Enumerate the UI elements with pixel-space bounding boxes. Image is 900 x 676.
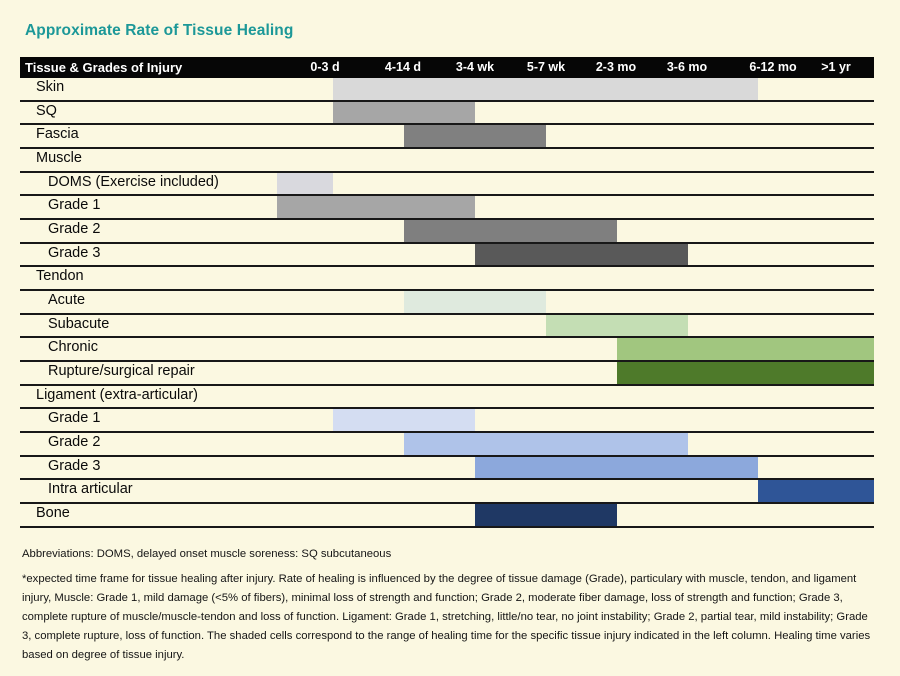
table-row: [20, 362, 874, 386]
table-body: [20, 78, 874, 528]
table-row: [20, 125, 874, 149]
column-header: >1 yr: [821, 60, 851, 74]
table-row: [20, 457, 874, 481]
row-label: Bone: [36, 505, 70, 522]
healing-range-bar: [277, 173, 333, 195]
abbreviations-note: Abbreviations: DOMS, delayed onset muscle soreness: SQ subcutaneous: [22, 548, 392, 560]
row-label: Rupture/surgical repair: [48, 363, 195, 380]
column-header: 3-6 mo: [666, 60, 708, 74]
healing-range-bar: [404, 125, 546, 147]
healing-range-bar: [404, 433, 688, 455]
table-row: [20, 173, 874, 197]
row-label: Grade 2: [48, 221, 101, 238]
row-label: Grade 3: [48, 457, 101, 474]
healing-range-bar: [277, 196, 475, 218]
healing-range-bar: [475, 244, 688, 266]
healing-range-bar: [404, 220, 617, 242]
table-row: [20, 315, 874, 339]
row-label: Muscle: [36, 150, 82, 167]
table-row: [20, 267, 874, 291]
table-row: [20, 196, 874, 220]
column-header: 0-3 d: [310, 60, 340, 74]
row-label: Acute: [48, 292, 86, 309]
healing-range-bar: [617, 338, 874, 360]
table-row: [20, 102, 874, 126]
table-row: [20, 409, 874, 433]
table-row: [20, 291, 874, 315]
table-row: [20, 480, 874, 504]
table-row: [20, 386, 874, 410]
column-header: 6-12 mo: [749, 60, 797, 74]
healing-range-bar: [333, 78, 758, 100]
row-label: Skin: [36, 79, 65, 95]
healing-range-bar: [758, 480, 874, 502]
column-header: 3-4 wk: [455, 60, 495, 74]
row-label: Grade 1: [48, 197, 101, 214]
healing-range-bar: [475, 504, 617, 526]
row-label: Grade 2: [48, 434, 101, 451]
healing-range-bar: [333, 409, 475, 431]
column-header: 5-7 wk: [526, 60, 566, 74]
table-row: [20, 338, 874, 362]
column-header: 4-14 d: [384, 60, 422, 74]
footnote-paragraph: *expected time frame for tissue healing after injury. Rate of healing is influenced by the degree of tissue damage (Grade), particulary with muscle, tendon, and ligament injury, Muscle: Grade 1, mild damage (<5% of fibers), minimal loss of strength and function; Grade 2, moderate fiber damage, loss of strength and function; Grade 3, complete rupture of muscle/muscle-tendon and loss of function. Ligament: Grade 1, stretching, little/no tear, no joint instability; Grade 2, partial tear, mild instability; Grade 3, complete rupture, loss of function. The shaded cells correspond to the range of healing time for the specific tissue injury indicated in the left column. Healing time varies based on degree of tissue injury.: [22, 573, 871, 661]
column-header: 2-3 mo: [595, 60, 637, 74]
table-row: [20, 149, 874, 173]
row-header-label: Tissue & Grades of Injury: [25, 60, 183, 75]
healing-range-bar: [333, 102, 475, 124]
healing-range-bar: [546, 315, 688, 337]
row-label: Subacute: [48, 315, 110, 332]
row-label: Grade 1: [48, 410, 101, 427]
table-row: [20, 78, 874, 102]
table-row: [20, 504, 874, 528]
row-label: Chronic: [48, 339, 98, 356]
healing-range-bar: [475, 457, 758, 479]
table-header-row: [20, 57, 874, 78]
row-label: Tendon: [36, 268, 84, 285]
row-label: Fascia: [36, 126, 79, 143]
row-label: Intra articular: [48, 481, 133, 498]
row-label: Ligament (extra-articular): [36, 386, 198, 403]
page-title: Approximate Rate of Tissue Healing: [25, 22, 294, 39]
table-row: [20, 433, 874, 457]
healing-range-bar: [404, 291, 546, 313]
healing-range-bar: [617, 362, 874, 384]
row-label: DOMS (Exercise included): [48, 173, 219, 190]
table-row: [20, 220, 874, 244]
row-label: Grade 3: [48, 244, 101, 261]
row-label: SQ: [36, 102, 57, 119]
table-row: [20, 244, 874, 268]
